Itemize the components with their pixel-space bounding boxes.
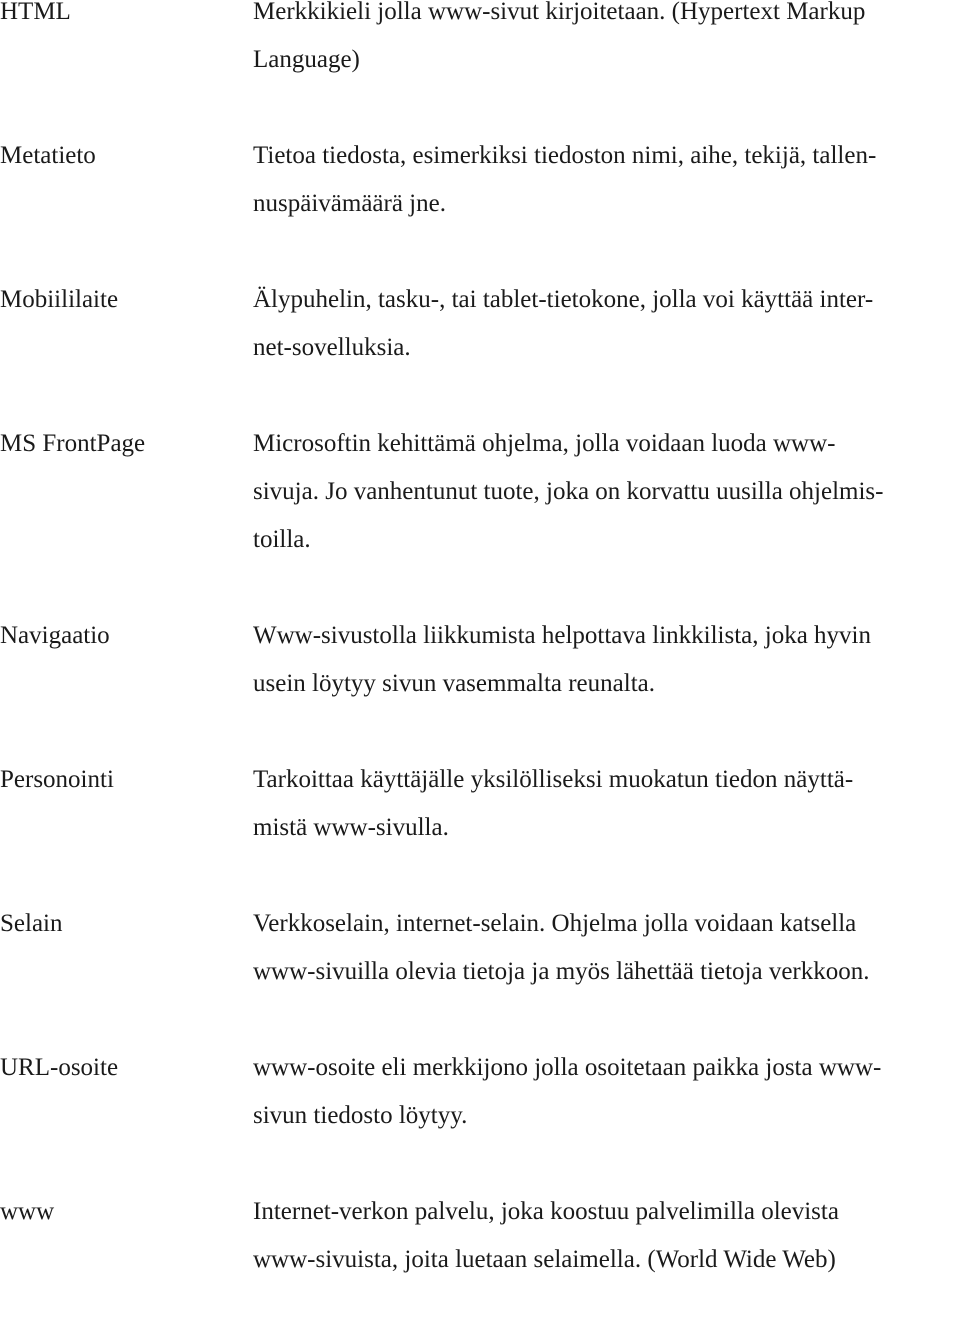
glossary-entry-mobiililaite [0,276,960,372]
definition-line: Www-sivustolla liikkumista helpottava linkkilista, joka hyvin [253,622,871,649]
definition-line: sivun tiedosto löytyy. [253,1102,468,1129]
glossary-definition [253,420,960,564]
glossary-term: Selain [0,910,63,937]
glossary-term: URL-osoite [0,1054,119,1081]
definition-line: Verkkoselain, internet-selain. Ohjelma jolla voidaan katsella [253,910,857,937]
glossary-entry-metatieto [0,132,960,228]
definition-line: net-sovelluksia. [253,334,411,361]
definition-line: Microsoftin kehittämä ohjelma, jolla voidaan luoda www- [253,430,836,457]
glossary-term: www [0,1198,55,1225]
glossary-term: HTML [0,0,71,25]
definition-line: www-sivuilla olevia tietoja ja myös lähettää tietoja verkkoon. [253,958,870,985]
definition-line: www-osoite eli merkkijono jolla osoitetaan paikka josta www- [253,1054,882,1081]
definition-line: www-sivuista, joita luetaan selaimella. (World Wide Web) [253,1246,836,1273]
definition-line: usein löytyy sivun vasemmalta reunalta. [253,670,655,697]
glossary-term: Personointi [0,766,114,793]
definition-line: Älypuhelin, tasku-, tai tablet-tietokone, jolla voi käyttää inter- [253,286,874,313]
glossary-term: MS FrontPage [0,430,146,457]
definition-line: Tarkoittaa käyttäjälle yksilölliseksi muokatun tiedon näyttä- [253,766,854,793]
definition-line: sivuja. Jo vanhentunut tuote, joka on korvattu uusilla ohjelmis- [253,478,884,505]
glossary-entry-selain [0,900,960,996]
glossary-definition [253,1188,960,1284]
glossary-entry-navigaatio [0,612,960,708]
definition-line: toilla. [253,526,311,553]
glossary-term: Metatieto [0,142,96,169]
glossary-entry-www [0,1188,960,1284]
glossary-definition [253,1044,960,1140]
definition-line: mistä www-sivulla. [253,814,449,841]
definition-line: Language) [253,46,360,73]
definition-line: nuspäivämäärä jne. [253,190,446,217]
definition-line: Tietoa tiedosta, esimerkiksi tiedoston nimi, aihe, tekijä, tallen- [253,142,877,169]
glossary-definition [253,756,960,852]
glossary-definition [253,900,960,996]
glossary-definition [253,612,960,708]
glossary-entry-html [0,0,960,84]
glossary-definition [253,276,960,372]
glossary-definition [253,132,960,228]
definition-line: Merkkikieli jolla www-sivut kirjoitetaan. (Hypertext Markup [253,0,866,25]
glossary-entry-url-osoite [0,1044,960,1140]
glossary-entry-ms-frontpage [0,420,960,564]
glossary-entry-personointi [0,756,960,852]
glossary-term: Mobiililaite [0,286,119,313]
definition-line: Internet-verkon palvelu, joka koostuu palvelimilla olevista [253,1198,839,1225]
glossary-term: Navigaatio [0,622,110,649]
glossary-definition [253,0,960,84]
